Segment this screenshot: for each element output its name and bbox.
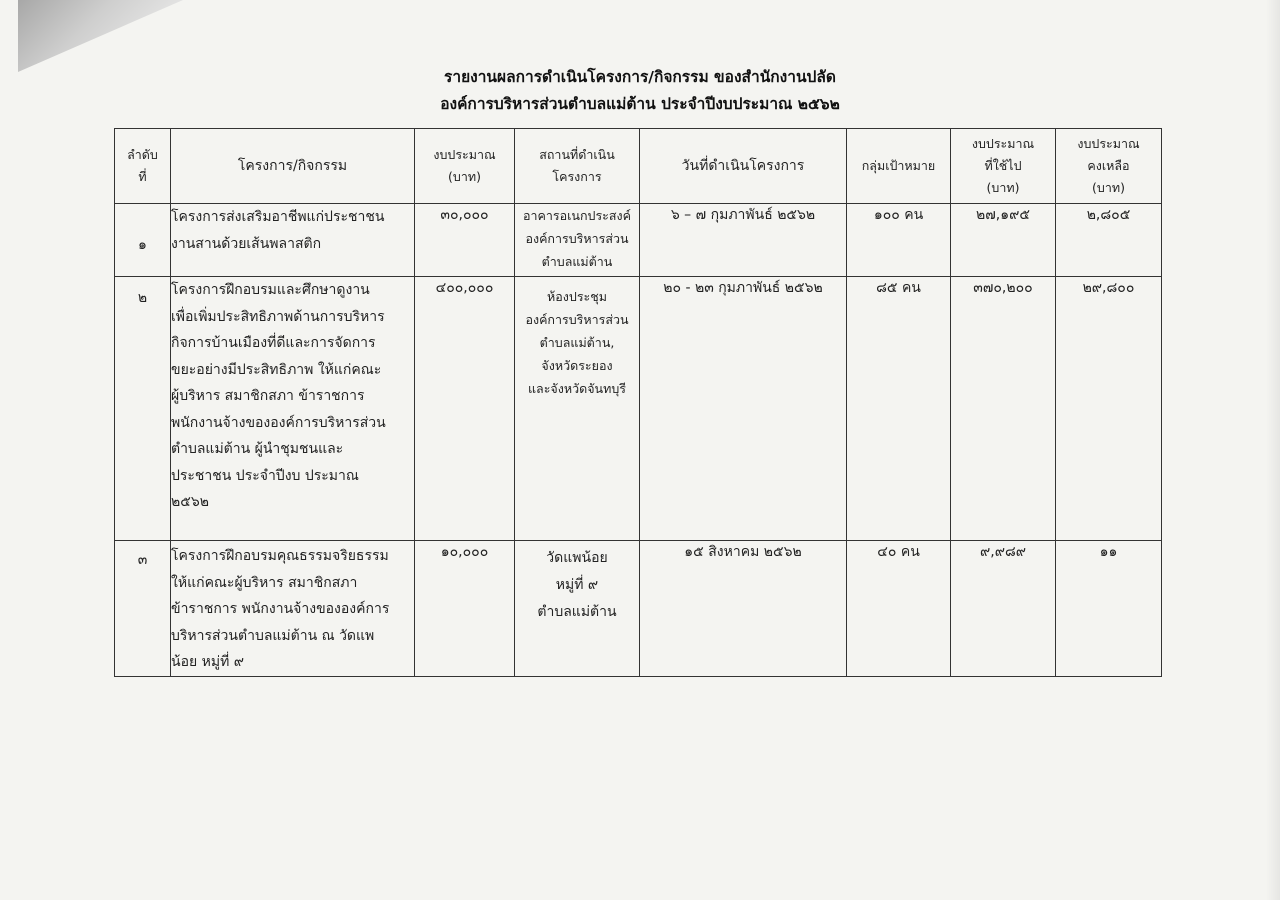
row-index: ๓ xyxy=(115,541,171,677)
header-spent: งบประมาณ ที่ใช้ไป (บาท) xyxy=(951,129,1056,204)
row-spent: ๒๗,๑๙๕ xyxy=(951,204,1056,277)
row-project: โครงการฝึกอบรมและศึกษาดูงาน เพื่อเพิ่มประสิทธิภาพด้านการบริหาร กิจการบ้านเมืองที่ดีและการจัดการ ขยะอย่างมีประสิทธิภาพ ให้แก่คณะ ผู้บริหาร สมาชิกสภา ข้าราชการ พนักงานจ้างขององค์การบริหารส่วน ตำบลแม่ต้าน ผู้นำชุมชนและ ประชาชน ประจำปีงบ ประมาณ ๒๕๖๒ xyxy=(171,277,415,541)
row-budget: ๔๐๐,๐๐๐ xyxy=(415,277,515,541)
header-target: กลุ่มเป้าหมาย xyxy=(847,129,951,204)
row-budget: ๑๐,๐๐๐ xyxy=(415,541,515,677)
row-budget: ๓๐,๐๐๐ xyxy=(415,204,515,277)
project-report-table xyxy=(114,128,1162,677)
header-index: ลำดับ ที่ xyxy=(115,129,171,204)
row-location: วัดแพน้อย หมู่ที่ ๙ ตำบลแม่ต้าน xyxy=(515,541,640,677)
row-index: ๑ xyxy=(115,204,171,277)
header-budget: งบประมาณ (บาท) xyxy=(415,129,515,204)
row-remaining: ๑๑ xyxy=(1056,541,1162,677)
row-dates: ๖ – ๗ กุมภาพันธ์ ๒๕๖๒ xyxy=(640,204,847,277)
table-row xyxy=(115,204,1162,277)
row-dates: ๑๕ สิงหาคม ๒๕๖๒ xyxy=(640,541,847,677)
header-dates: วันที่ดำเนินโครงการ xyxy=(640,129,847,204)
header-location: สถานที่ดำเนิน โครงการ xyxy=(515,129,640,204)
table-row xyxy=(115,541,1162,677)
row-location: อาคารอเนกประสงค์ องค์การบริหารส่วน ตำบลแม่ต้าน xyxy=(515,204,640,277)
row-target: ๘๕ คน xyxy=(847,277,951,541)
row-remaining: ๒,๘๐๕ xyxy=(1056,204,1162,277)
report-title: รายงานผลการดำเนินโครงการ/กิจกรรม ของสำนักงานปลัด xyxy=(444,68,836,86)
row-index: ๒ xyxy=(115,277,171,541)
row-dates: ๒๐ - ๒๓ กุมภาพันธ์ ๒๕๖๒ xyxy=(640,277,847,541)
row-location: ห้องประชุม องค์การบริหารส่วน ตำบลแม่ต้าน, จังหวัดระยอง และจังหวัดจันทบุรี xyxy=(515,277,640,541)
row-target: ๑๐๐ คน xyxy=(847,204,951,277)
header-row xyxy=(115,129,1162,204)
header-project: โครงการ/กิจกรรม xyxy=(171,129,415,204)
row-target: ๔๐ คน xyxy=(847,541,951,677)
row-remaining: ๒๙,๘๐๐ xyxy=(1056,277,1162,541)
header-remaining: งบประมาณ คงเหลือ (บาท) xyxy=(1056,129,1162,204)
report-subtitle: องค์การบริหารส่วนตำบลแม่ต้าน ประจำปีงบประมาณ ๒๕๖๒ xyxy=(440,95,840,113)
row-project: โครงการฝึกอบรมคุณธรรมจริยธรรม ให้แก่คณะผู้บริหาร สมาชิกสภา ข้าราชการ พนักงานจ้างขององค์การ บริหารส่วนตำบลแม่ต้าน ณ วัดแพ น้อย หมู่ที่ ๙ xyxy=(171,541,415,677)
row-spent: ๙,๙๘๙ xyxy=(951,541,1056,677)
page-edge-shadow xyxy=(1266,0,1280,900)
scan-artifact xyxy=(18,0,183,72)
row-project: โครงการส่งเสริมอาชีพแก่ประชาชน งานสานด้วยเส้นพลาสติก xyxy=(171,204,415,277)
table-row xyxy=(115,277,1162,541)
row-spent: ๓๗๐,๒๐๐ xyxy=(951,277,1056,541)
